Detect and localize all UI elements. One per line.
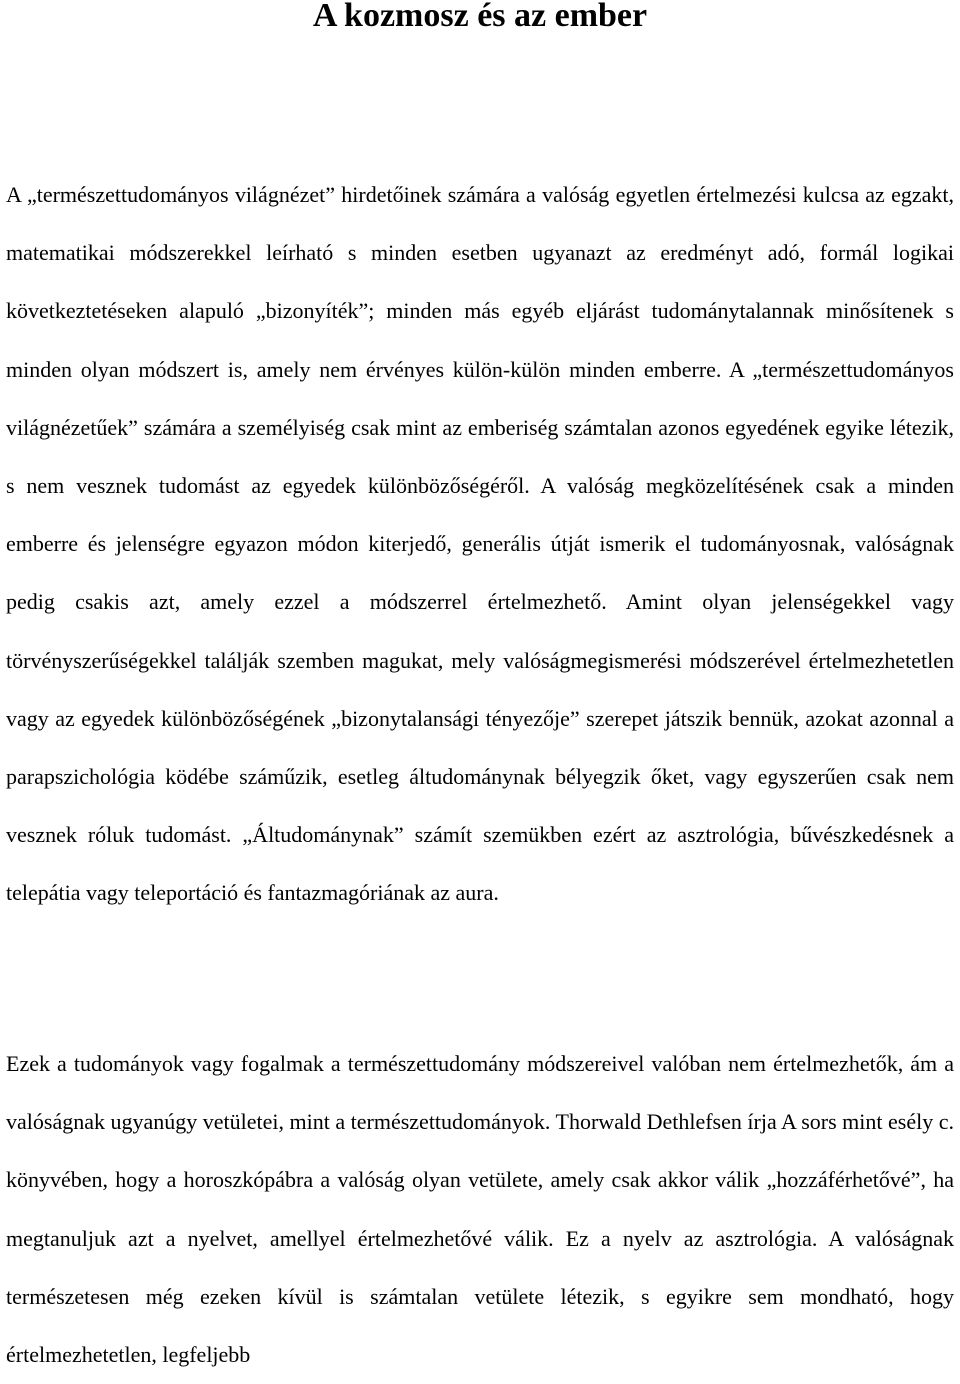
document-page xyxy=(6,0,954,1368)
paragraph-2: Ezek a tudományok vagy fogalmak a természettudomány módszereivel valóban nem értelmezhetők, ám a valóságnak ugyanúgy vetületei, mint a természettudományok. Thorwald Dethlefsen írja A sors mint esély c. könyvében, hogy a horoszkópábra a valóság olyan vetülete, amely csak akkor válik „hozzáférhetővé”, ha megtanuljuk azt a nyelvet, amellyel értelmezhetővé válik. Ez a nyelv az asztrológia. A valóságnak természetesen még ezeken kívül is számtalan vetülete létezik, s egyikre sem mondható, hogy értelmezhetetlen, legfeljebb xyxy=(6,1051,954,1368)
document-title: A kozmosz és az ember xyxy=(312,0,648,34)
paragraph-1: A „természettudományos világnézet” hirdetőinek számára a valóság egyetlen értelmezési kulcsa az egzakt, matematikai módszerekkel leírható s minden esetben ugyanazt az eredményt adó, formál logikai következtetéseken alapuló „bizonyíték”; minden más egyéb eljárást tudománytalannak minősítenek s minden olyan módszert is, amely nem érvényes külön-külön minden emberre. A „természettudományos világnézetűek” számára a személyiség csak mint az emberiség számtalan azonos egyedének egyike létezik, s nem vesznek tudomást az egyedek különbözőségéről. A valóság megközelítésének csak a minden emberre és jelenségre egyazon módon kiterjedő, generális útját ismerik el tudományosnak, valóságnak pedig csakis azt, amely ezzel a módszerrel értelmezhető. Amint olyan jelenségekkel vagy törvényszerűségekkel találják szemben magukat, mely valóságmegismerési módszerével értelmezhetetlen vagy az egyedek különbözőségének „bizonytalansági tényezője” szerepet játszik bennük, azokat azonnal a parapszichológia ködébe száműzik, esetleg áltudománynak bélyegzik őket, vagy egyszerűen csak nem vesznek róluk tudomást. „Áltudománynak” számít szemükben ezért az asztrológia, bűvészkedésnek a telepátia vagy teleportáció és fantazmagóriának az aura. xyxy=(6,182,954,906)
